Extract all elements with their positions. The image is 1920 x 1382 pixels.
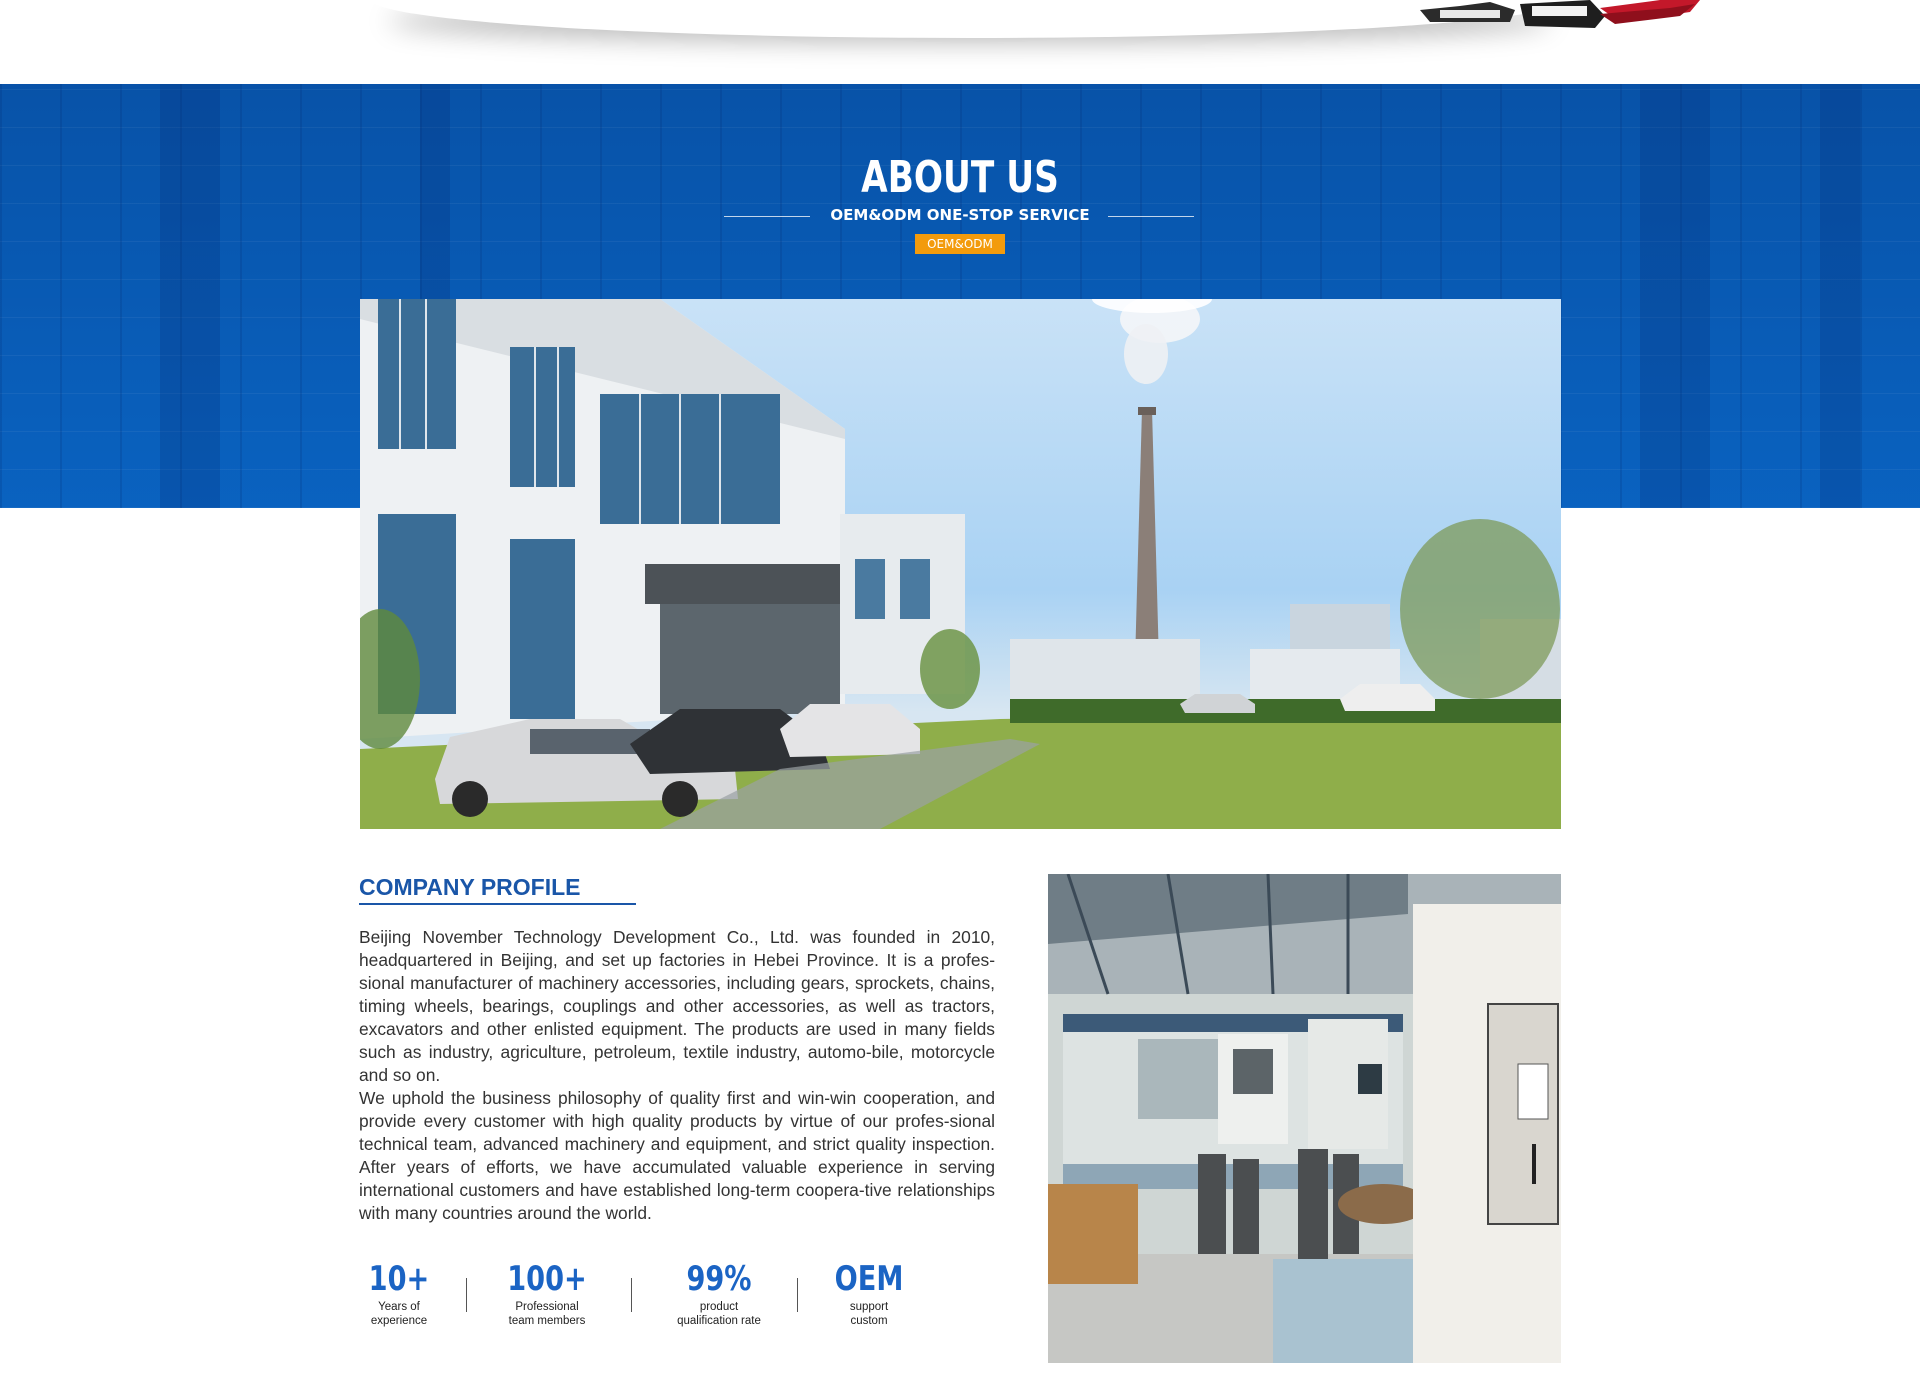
- vehicles-banner-graphic: [1420, 0, 1720, 30]
- stat-value: 100+: [507, 1259, 587, 1299]
- company-stats: [359, 1260, 919, 1340]
- stat-value: 10+: [368, 1259, 430, 1299]
- profile-paragraph-2: We uphold the business philosophy of quality first and win-win cooperation, and provide every customer with high quality products by virtue of our profes-sional technical team, advanced machinery and equipment, and strict quality inspection. After years of efforts, we have accumulated valuable experience in serving international customers and have established long-term coopera-tive relationships with many countries around the world.: [359, 1088, 995, 1223]
- stat-value: 99%: [686, 1259, 752, 1299]
- stat-divider: [631, 1278, 632, 1312]
- oem-odm-badge: OEM&ODM: [915, 234, 1005, 254]
- stat-team: [487, 1260, 607, 1328]
- stat-label-line1: support: [849, 1301, 889, 1313]
- company-building-photo: [360, 299, 1561, 829]
- stat-experience: [359, 1260, 439, 1328]
- stat-label-line2: custom: [850, 1315, 888, 1327]
- factory-column: [1640, 84, 1710, 508]
- subtitle-line-right: [1108, 216, 1194, 217]
- company-profile-text: [359, 926, 995, 1225]
- top-strip: [0, 0, 1920, 84]
- factory-column: [160, 84, 220, 508]
- stat-divider: [797, 1278, 798, 1312]
- stat-label-line2: team members: [508, 1315, 586, 1327]
- heading-underline: [359, 903, 636, 905]
- factory-column: [1820, 84, 1860, 508]
- about-subtitle: OEM&ODM ONE-STOP SERVICE: [830, 206, 1090, 224]
- workshop-machinery-photo: [1048, 874, 1561, 1363]
- stat-label-line1: product: [699, 1301, 739, 1313]
- stat-value: OEM: [834, 1259, 904, 1299]
- stat-label-line1: Professional: [515, 1301, 579, 1313]
- banner-shadow: [370, 0, 1570, 38]
- stat-label-line2: qualification rate: [677, 1315, 761, 1327]
- company-profile-heading: COMPANY PROFILE: [359, 874, 581, 900]
- stat-qualification: [649, 1260, 789, 1328]
- profile-paragraph-1: Beijing November Technology Development Co., Ltd. was founded in 2010, headquartered in Beijing, and set up factories in Hebei Province. It is a profes-sional manufacturer of machinery accessories, including gears, sprockets, chains, timing wheels, bearings, couplings and other accessories, as well as tractors, excavators and other enlisted equipment. The products are used in many fields such as industry, agriculture, petroleum, textile industry, automo-bile, motorcycle and so on.: [359, 927, 995, 1085]
- stat-divider: [466, 1278, 467, 1312]
- stat-oem: [819, 1260, 919, 1328]
- stat-label-line2: experience: [370, 1315, 428, 1327]
- about-title: ABOUT US: [861, 152, 1059, 203]
- stat-label-line1: Years of: [378, 1301, 420, 1313]
